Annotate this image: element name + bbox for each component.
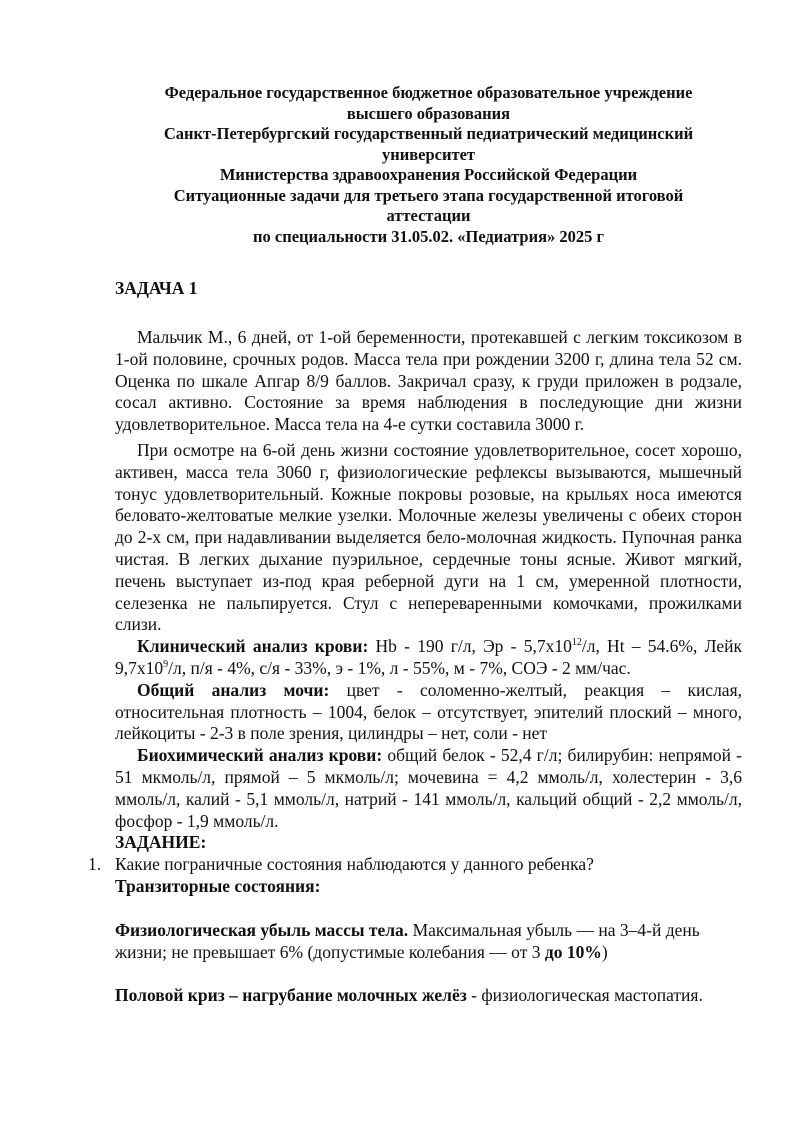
blood-test-exponent: 12 [571, 637, 582, 649]
answer-block [115, 876, 742, 1007]
header-line: высшего образования [346, 103, 511, 123]
blood-test-text: /л, Ht – 54.6%, Лейк 9,7x10 [115, 636, 742, 678]
blood-test-paragraph [115, 636, 742, 680]
header-line: Ситуационные задачи для третьего этапа государственной итоговой [173, 185, 684, 205]
biochem-test-text: общий белок - 52,4 г/л; билирубин: непрямой - 51 мкмоль/л, прямой – 5 мкмоль/л; мочевина = 4,2 ммоль/л, холестерин - 3,6 ммоль/л, калий - 5,1 ммоль/л, натрий - 141 ммоль/л, кальций общий - 2,2 ммоль/л, фосфор - 1,9 ммоль/л. [115, 745, 742, 831]
header-line: по специальности 31.05.02. «Педиатрия» 2025 г [252, 226, 605, 246]
weight-loss-end: ) [601, 941, 608, 962]
sexual-crisis-text: - физиологическая мастопатия. [466, 985, 703, 1006]
question-number: 1. [88, 854, 102, 875]
question-text: Какие пограничные состояния наблюдаются у данного ребенка? [115, 854, 594, 875]
header-line: аттестации [386, 206, 471, 225]
blood-test-text: /л, п/я - 4%, с/я - 33%, э - 1%, л - 55%, м - 7%, СОЭ - 2 мм/час. [168, 657, 631, 678]
history-paragraph: Мальчик М., 6 дней, от 1-ой беременности, протекавшей с легким токсикозом в 1-ой половине, срочных родов. Масса тела при рождении 3200 г, длина тела 52 см. Оценка по шкале Апгар 8/9 баллов. Закричал сразу, к груди приложен в родзале, сосал активно. Состояние за время наблюдения в последующие дни жизни удовлетворительное. Масса тела на 4-е сутки составила 3000 г. [115, 327, 742, 435]
header-line: университет [381, 144, 476, 164]
question-list [88, 854, 742, 876]
blood-test-label: Клинический анализ крови: [137, 636, 369, 657]
biochem-test-label: Биохимический анализ крови: [137, 745, 383, 766]
answer-heading: Транзиторные состояния: [115, 875, 321, 896]
weight-loss-limit: до 10% [544, 941, 602, 962]
header-line: Министерства здравоохранения Российской Федерации [219, 165, 638, 184]
exam-paragraph: При осмотре на 6-ой день жизни состояние удовлетворительное, сосет хорошо, активен, масса тела 3060 г, физиологические рефлексы вызываются, мышечный тонус удовлетворительный. Кожные покровы розовые, на крыльях носа имеются беловато-желтоватые мелкие узелки. Молочные железы увеличены с обеих сторон до 2-х см, при надавливании выделяется бело-молочная жидкость. Пупочная ранка чистая. В легких дыхание пуэрильное, сердечные тоны ясные. Живот мягкий, печень выступает из-под края реберной дуги на 1 см, умеренной плотности, селезенка не пальпируется. Стул с непереваренными комочками, прожилками слизи. [115, 439, 742, 635]
sexual-crisis-paragraph [115, 985, 742, 1007]
document-header [115, 83, 742, 247]
assignment-label: ЗАДАНИЕ: [115, 832, 207, 853]
header-line: Федеральное государственное бюджетное образовательное учреждение [164, 83, 693, 102]
urine-test-label: Общий анализ мочи: [137, 679, 330, 700]
task-title: ЗАДАЧА 1 [115, 278, 198, 298]
question-item [88, 854, 742, 876]
weight-loss-text: Максимальная убыль — на 3–4-й день жизни; не превышает 6% (допустимые колебания — от 3 [115, 919, 700, 962]
header-line: Санкт-Петербургский государственный педиатрический медицинский [163, 124, 694, 143]
weight-loss-paragraph [115, 920, 742, 964]
sexual-crisis-label: Половой криз – нагрубание молочных желёз [115, 985, 467, 1006]
task-body [115, 327, 742, 832]
blood-test-exponent: 9 [163, 659, 169, 671]
biochem-test-paragraph [115, 745, 742, 832]
urine-test-paragraph [115, 680, 742, 745]
blood-test-text: Hb - 190 г/л, Эр - 5,7x10 [368, 636, 572, 657]
urine-test-text: цвет - соломенно-желтый, реакция – кислая, относительная плотность – 1004, белок – отсутствует, эпителий плоский – много, лейкоциты - 2-3 в поле зрения, цилиндры – нет, соли - нет [115, 679, 743, 744]
weight-loss-label: Физиологическая убыль массы тела. [115, 919, 409, 940]
